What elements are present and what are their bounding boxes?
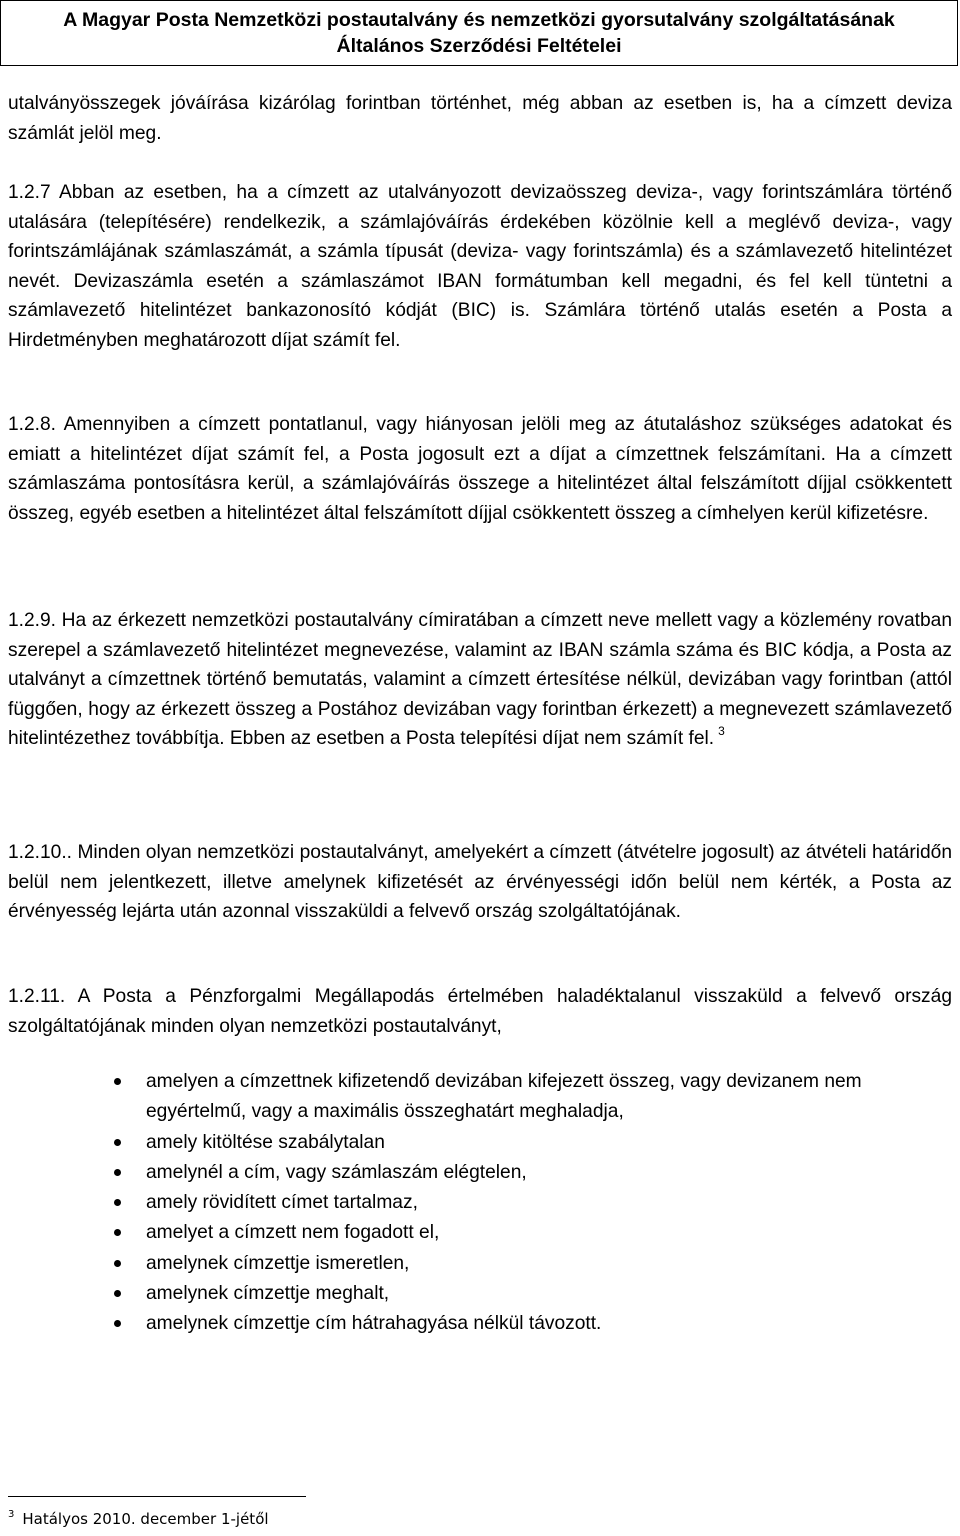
list-item (8, 1158, 952, 1188)
paragraph-text-body: 1.2.9. Ha az érkezett nemzetközi postautalvány címiratában a címzett neve mellett vagy a közlemény rovatban szerepel a számlavezető hitelintézet megnevezése, valamint az IBAN számla száma és BIC kódja, a Posta az utalványt a címzettnek történő bemutatás, valamint a címzett értesítése nélkül, devizában vagy forintban (attól függően, hogy az érkezett összeg a Postához devizában vagy forintban érkezett) a megnevezett számlavezető hitelintézethez továbbítja. Ebben az esetben a Posta telepítési díjat nem számít fel. (8, 610, 952, 750)
list-item-text: amelynek címzettje cím hátrahagyása nélkül távozott. (146, 1313, 602, 1335)
list-item-text: amely kitöltése szabálytalan (146, 1131, 385, 1153)
list-item (8, 1128, 952, 1158)
paragraph-text: 1.2.8. Amennyiben a címzett pontatlanul, vagy hiányosan jelöli meg az átutaláshoz szükséges adatokat és emiatt a hitelintézet díjat számít fel, a Posta jogosult ezt a díjat a címzettnek felszámítani. Ha a címzett számlaszáma pontosításra kerül, a számlajóváírás összege a hitelintézet által felszámított díjjal csökkentett összeg, egyéb esetben a hitelintézet által felszámított díjjal csökkentett összeg a címhelyen kerül kifizetésre. (8, 414, 952, 524)
paragraph-1-2-9 (8, 606, 952, 756)
bullet-icon (114, 1078, 121, 1085)
list-item-text: amelyet a címzett nem fogadott el, (146, 1222, 440, 1244)
bullet-icon (114, 1260, 121, 1267)
list-item (8, 1249, 952, 1279)
paragraph-text: 1.2.7 Abban az esetben, ha a címzett az utalványozott devizaösszeg deviza-, vagy forintszámlára történő utalására (telepítésére) rendelkezik, a számlajóváírás érdekében közölnie kell a meglévő deviza-, vagy forintszámlájának számlaszámát, a számla típusát (deviza- vagy forintszámla) és a számlavezető hitelintézet nevét. Devizaszámla esetén a számlaszámot IBAN formátumban kell megadni, és fel kell tüntetni a számlavezető hitelintézet bankazonosító kódját (BIC) is. Számlára történő utalás esetén a Posta a Hirdetményben meghatározott díjat számít fel. (8, 182, 952, 351)
list-item-text: amelyen a címzettnek kifizetendő devizában kifejezett összeg, vagy devizanem nem egyértelmű, vagy a maximális összeghatárt meghaladja, (146, 1071, 862, 1123)
list-item (8, 1218, 952, 1248)
bullet-icon (114, 1290, 121, 1297)
list-item (8, 1188, 952, 1218)
paragraph-1-2-11 (8, 982, 952, 1041)
return-conditions-list (8, 1067, 952, 1340)
paragraph-text (8, 606, 952, 756)
paragraph-1-2-10 (8, 838, 952, 927)
footnote-text: Hatályos 2010. december 1-jétől (22, 1510, 269, 1528)
bullet-icon (114, 1169, 121, 1176)
paragraph-text: 1.2.10.. Minden olyan nemzetközi postautalványt, amelyekért a címzett (átvételre jogosult) az átvételi határidőn belül nem jelentkezett, illetve amelynek kifizetését az érvényességi időn belül nem kérték, a Posta az érvényesség lejárta után azonnal visszaküldi a felvevő ország szolgáltatójának. (8, 842, 952, 923)
paragraph-1-2-7 (8, 178, 952, 356)
header-title-line-2: Általános Szerződési Feltételei (336, 35, 622, 57)
bullet-icon (114, 1139, 121, 1146)
paragraph-text: 1.2.11. A Posta a Pénzforgalmi Megállapodás értelmében haladéktalanul visszaküld a felvevő ország szolgáltatójának minden olyan nemzetközi postautalványt, (8, 986, 952, 1037)
footnote-reference[interactable]: 3 (718, 724, 725, 739)
document-header (0, 0, 958, 66)
list-item (8, 1279, 952, 1309)
list-item (8, 1067, 952, 1128)
footnote-mark: 3 (8, 1509, 15, 1520)
list-item-text: amelynek címzettje meghalt, (146, 1283, 390, 1305)
header-title-line-1: A Magyar Posta Nemzetközi postautalvány és nemzetközi gyorsutalvány szolgáltatásának (63, 9, 895, 31)
bullet-icon (114, 1199, 121, 1206)
list-item-text: amely rövidített címet tartalmaz, (146, 1192, 418, 1214)
paragraph-continuation (8, 89, 952, 148)
list-item-text: amelynek címzettje ismeretlen, (146, 1252, 410, 1274)
footnote-separator (8, 1496, 306, 1497)
paragraph-1-2-8 (8, 410, 952, 528)
bullet-icon (114, 1320, 121, 1327)
paragraph-text: utalványösszegek jóváírása kizárólag forintban történhet, még abban az esetben is, ha a címzett deviza számlát jelöl meg. (8, 93, 952, 144)
footnote (8, 1509, 269, 1532)
bullet-icon (114, 1229, 121, 1236)
list-item (8, 1309, 952, 1339)
list-item-text: amelynél a cím, vagy számlaszám elégtelen, (146, 1161, 527, 1183)
